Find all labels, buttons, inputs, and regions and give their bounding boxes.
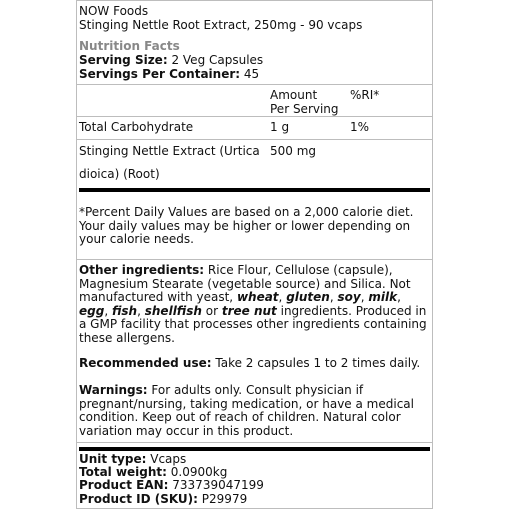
- product-title: Stinging Nettle Root Extract, 250mg - 90 vcaps: [79, 18, 363, 32]
- divider: [77, 259, 432, 260]
- allergen-tree-nut: tree nut: [221, 303, 277, 318]
- column-header-ri: %RI*: [350, 88, 380, 102]
- nutrition-facts-title: Nutrition Facts: [79, 39, 180, 53]
- servings-per-container: [79, 67, 259, 81]
- allergen-fish: fish: [111, 303, 138, 318]
- brand-name: NOW Foods: [79, 4, 149, 18]
- recommended-use: [79, 357, 429, 371]
- servings-value: 45: [243, 67, 260, 81]
- product-sku-value: P29979: [201, 492, 248, 506]
- allergen-gluten: gluten: [286, 290, 330, 304]
- unit-type-value: Vcaps: [150, 452, 187, 466]
- column-header-amount: [270, 88, 339, 116]
- serving-size: [79, 53, 263, 67]
- nutrient-name-line2: dioica) (Root): [79, 167, 160, 181]
- other-ingredients: Other ingredients: Rice Flour, Cellulose (capsule), Magnesium Stearate (vegetable source) and Silica. Not manufactured with yeast, wheat, gluten, soy, milk, egg, fish, shellfish or tree nut ingredients. Produced in a GMP facility that processes other ingredients containing these allergens.: [79, 263, 427, 345]
- recommended-use-text: Take 2 capsules 1 to 2 times daily.: [215, 356, 421, 370]
- product-sku-label: Product ID (SKU):: [79, 492, 198, 506]
- allergen-soy: soy: [337, 290, 361, 304]
- unit-type: [79, 452, 186, 466]
- warnings-text: For adults only. Consult physician if pregnant/nursing, taking medication, or have a medical condition. Keep out of reach of children. Natural color variation may occur in this product.: [79, 383, 414, 438]
- allergen-wheat: wheat: [236, 290, 279, 304]
- total-weight-value: 0.0900kg: [170, 465, 228, 479]
- nutrient-amount: 1 g: [270, 120, 290, 134]
- divider: [77, 139, 432, 140]
- amount-header-line2: Per Serving: [270, 102, 339, 116]
- thick-divider: [79, 188, 430, 192]
- nutrient-ri: 1%: [350, 120, 370, 134]
- unit-type-label: Unit type:: [79, 452, 147, 466]
- nutrient-amount: 500 mg: [270, 144, 317, 158]
- product-ean: [79, 478, 264, 492]
- amount-header-line1: Amount: [270, 88, 318, 102]
- divider: [77, 84, 432, 85]
- product-ean-value: 733739047199: [172, 478, 264, 492]
- recommended-use-label: Recommended use:: [79, 356, 212, 370]
- thick-divider: [79, 447, 430, 451]
- allergen-egg: egg: [79, 303, 105, 318]
- ingredients-text: Rice Flour, Cellulose (capsule), Magnesium Stearate (vegetable source) and Silica. Not manufactured with yeast,: [79, 263, 411, 304]
- allergen-shellfish: shellfish: [144, 303, 202, 318]
- warnings: [79, 384, 429, 438]
- warnings-label: Warnings:: [79, 383, 148, 397]
- ingredients-label: Other ingredients:: [79, 263, 205, 277]
- allergen-milk: milk: [368, 290, 398, 304]
- nutrient-name: Total Carbohydrate: [79, 120, 194, 134]
- divider: [77, 116, 432, 117]
- total-weight: [79, 465, 227, 479]
- divider: [77, 442, 432, 443]
- nutrient-name-line1: Stinging Nettle Extract (Urtica: [79, 144, 260, 158]
- ingredients-text-2: ingredients. Produced in a GMP facility that processes other ingredients containing these allergens.: [79, 303, 427, 345]
- servings-label: Servings Per Container:: [79, 67, 241, 81]
- product-info-panel: [76, 0, 433, 509]
- total-weight-label: Total weight:: [79, 465, 167, 479]
- serving-size-value: 2 Veg Capsules: [171, 53, 264, 67]
- product-sku: [79, 492, 247, 506]
- serving-size-label: Serving Size:: [79, 53, 168, 67]
- product-ean-label: Product EAN:: [79, 478, 169, 492]
- daily-values-footnote: *Percent Daily Values are based on a 2,000 calorie diet. Your daily values may be higher or lower depending on your calorie needs.: [79, 205, 414, 246]
